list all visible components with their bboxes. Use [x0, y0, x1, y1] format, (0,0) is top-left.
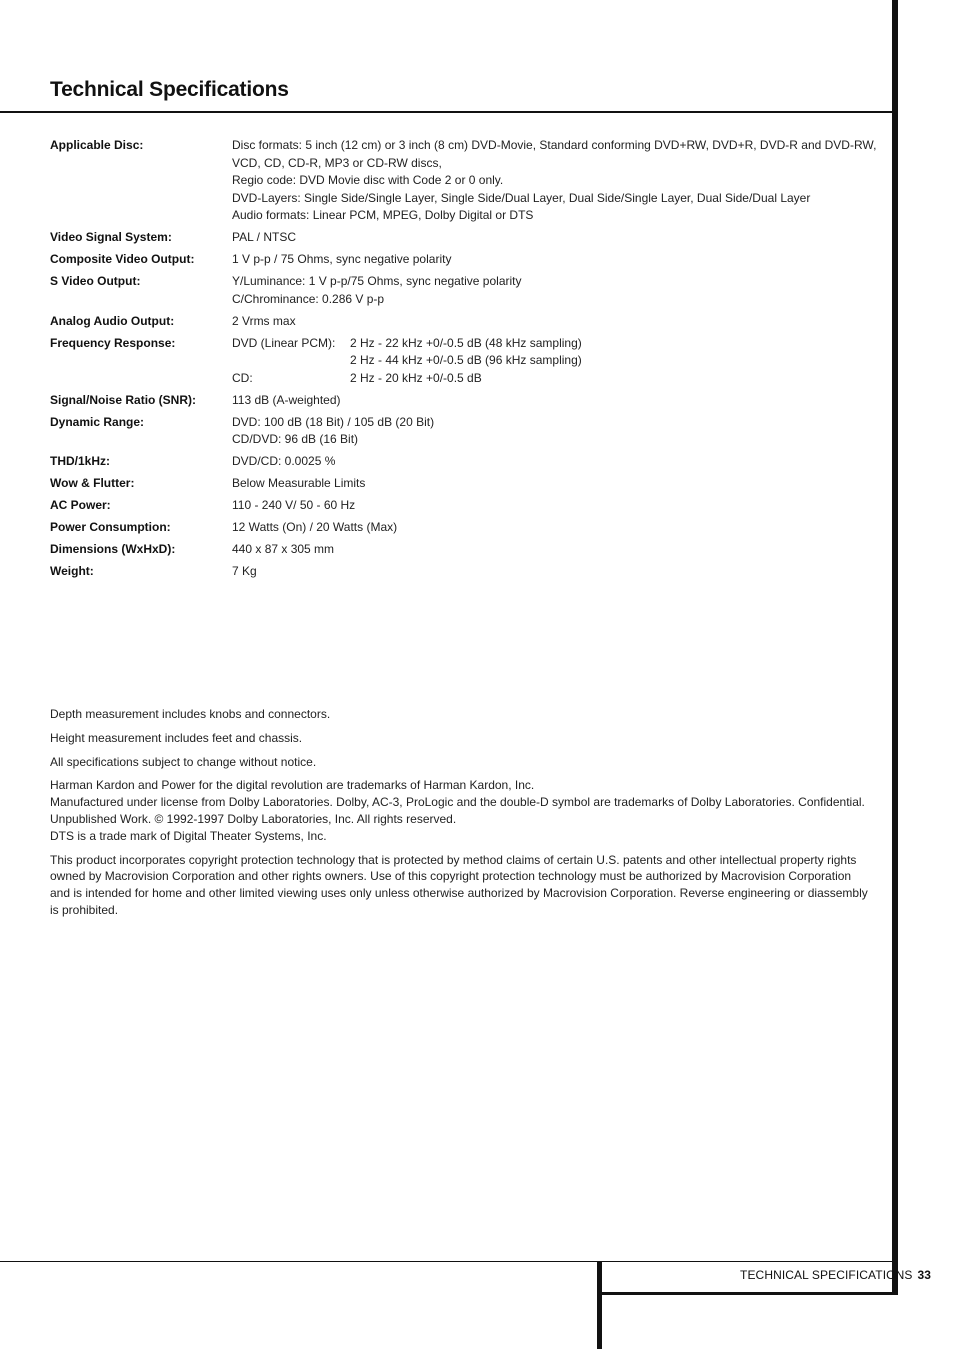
spec-value: [232, 273, 880, 308]
spec-row-wow-flutter: [50, 475, 880, 493]
spec-label: Power Consumption:: [50, 520, 171, 534]
note-height: Height measurement includes feet and chassis.: [50, 730, 303, 745]
spec-value: 1 V p-p / 75 Ohms, sync negative polarity: [232, 252, 452, 266]
spec-value-line: Disc formats: 5 inch (12 cm) or 3 inch (8 cm) DVD-Movie, Standard conforming DVD+RW, DVD+R, DVD-R and DVD-RW,: [232, 138, 877, 152]
spec-value: 440 x 87 x 305 mm: [232, 542, 335, 556]
spec-value: PAL / NTSC: [232, 230, 297, 244]
trademark-line: DTS is a trade mark of Digital Theater Systems, Inc.: [50, 828, 327, 843]
title-divider: [0, 111, 895, 113]
footer-section-name: TECHNICAL SPECIFICATIONS: [740, 1268, 913, 1282]
page-title: Technical Specifications: [50, 78, 289, 101]
spec-row-power-consumption: [50, 519, 880, 537]
spec-label: AC Power:: [50, 498, 111, 512]
footer-divider: [0, 1261, 898, 1262]
spec-value-line: Y/Luminance: 1 V p-p/75 Ohms, sync negative polarity: [232, 274, 522, 288]
spec-value: [232, 137, 880, 225]
spec-value-line: C/Chrominance: 0.286 V p-p: [232, 291, 385, 306]
footer-bar: [597, 1262, 602, 1349]
spec-value: 113 dB (A-weighted): [232, 392, 341, 407]
spec-label: Analog Audio Output:: [50, 313, 175, 328]
spec-label: THD/1kHz:: [50, 454, 111, 468]
spec-label: Dimensions (WxHxD):: [50, 542, 176, 556]
frequency-dvd-key: DVD (Linear PCM):: [232, 335, 336, 350]
spec-row-dimensions: [50, 541, 880, 559]
spec-row-analog-audio: [50, 313, 880, 331]
frequency-dvd-value-1: 2 Hz - 22 kHz +0/-0.5 dB (48 kHz sampling): [350, 335, 582, 350]
spec-value-line: DVD-Layers: Single Side/Single Layer, Single Side/Dual Layer, Dual Side/Single Layer, Dual Side/Dual Layer: [232, 190, 811, 205]
spec-row-frequency-response: [50, 335, 880, 388]
spec-value: Below Measurable Limits: [232, 476, 366, 490]
spec-value: 110 - 240 V/ 50 - 60 Hz: [232, 498, 356, 512]
spec-value: 12 Watts (On) / 20 Watts (Max): [232, 520, 398, 534]
trademark-line: Harman Kardon and Power for the digital revolution are trademarks of Harman Kardon, Inc.: [50, 778, 535, 793]
spec-value: 2 Vrms max: [232, 313, 296, 328]
note-depth: Depth measurement includes knobs and connectors.: [50, 707, 331, 721]
spec-value-line: VCD, CD, CD-R, MP3 or CD-RW discs,: [232, 155, 442, 170]
spec-value-line: Audio formats: Linear PCM, MPEG, Dolby Digital or DTS: [232, 208, 534, 222]
frequency-dvd-value-2: 2 Hz - 44 kHz +0/-0.5 dB (96 kHz sampling): [350, 353, 582, 367]
frequency-dvd-row-2: [232, 352, 880, 370]
spec-label: Applicable Disc:: [50, 138, 144, 152]
page-edge-bar: [892, 0, 898, 1295]
spec-row-applicable-disc: [50, 137, 880, 225]
frequency-cd-key: CD:: [232, 370, 253, 385]
page-number: 33: [917, 1268, 931, 1282]
footer-caption: [740, 1268, 931, 1282]
frequency-dvd-row: [232, 335, 880, 353]
spec-row-thd: [50, 453, 880, 471]
spec-row-s-video: [50, 273, 880, 308]
spec-row-dynamic-range: [50, 414, 880, 449]
spec-value-line: CD/DVD: 96 dB (16 Bit): [232, 432, 359, 446]
frequency-spacer: [232, 352, 350, 370]
spec-label: Video Signal System:: [50, 230, 172, 244]
spec-value: [232, 335, 880, 388]
trademark-line: Manufactured under license from Dolby Laboratories. Dolby, AC-3, ProLogic and the double-D symbol are trademarks of Dolby Laboratories. Confidential. Unpublished Work. © 1992-1997 Dolby Laboratories, Inc. All rights reserved.: [50, 795, 865, 826]
spec-label: Wow & Flutter:: [50, 476, 135, 490]
frequency-cd-value: 2 Hz - 20 kHz +0/-0.5 dB: [350, 370, 482, 385]
spec-label: Dynamic Range:: [50, 414, 145, 429]
spec-value: DVD/CD: 0.0025 %: [232, 454, 336, 468]
spec-value-line: Regio code: DVD Movie disc with Code 2 or 0 only.: [232, 173, 504, 187]
note-change: All specifications subject to change without notice.: [50, 754, 317, 769]
spec-row-weight: [50, 563, 880, 581]
spec-row-composite-output: [50, 251, 880, 269]
footnotes: [50, 706, 872, 926]
spec-label: S Video Output:: [50, 274, 141, 288]
spec-table: [50, 137, 880, 585]
spec-row-ac-power: [50, 497, 880, 515]
spec-value-line: DVD: 100 dB (18 Bit) / 105 dB (20 Bit): [232, 414, 435, 429]
spec-label: Weight:: [50, 564, 94, 578]
spec-label: Frequency Response:: [50, 335, 176, 350]
note-macrovision: This product incorporates copyright protection technology that is protected by method claims of certain U.S. patents and other intellectual property rights owned by Macrovision Corporation and other rights owners. Use of this copyright protection technology must be authorized by Macrovision Corporation and is intended for home and other limited viewing uses only unless otherwise authorized by Macrovision Corporation. Reverse engineering or diassembly is prohibited.: [50, 852, 868, 917]
frequency-cd-row: [232, 370, 880, 388]
note-trademarks: [50, 777, 872, 844]
spec-row-snr: [50, 392, 880, 410]
spec-value: [232, 414, 880, 449]
spec-label: Signal/Noise Ratio (SNR):: [50, 392, 197, 407]
footer-box-bottom: [597, 1292, 898, 1295]
spec-row-video-signal: [50, 229, 880, 247]
spec-value: 7 Kg: [232, 564, 257, 578]
spec-label: Composite Video Output:: [50, 252, 195, 266]
